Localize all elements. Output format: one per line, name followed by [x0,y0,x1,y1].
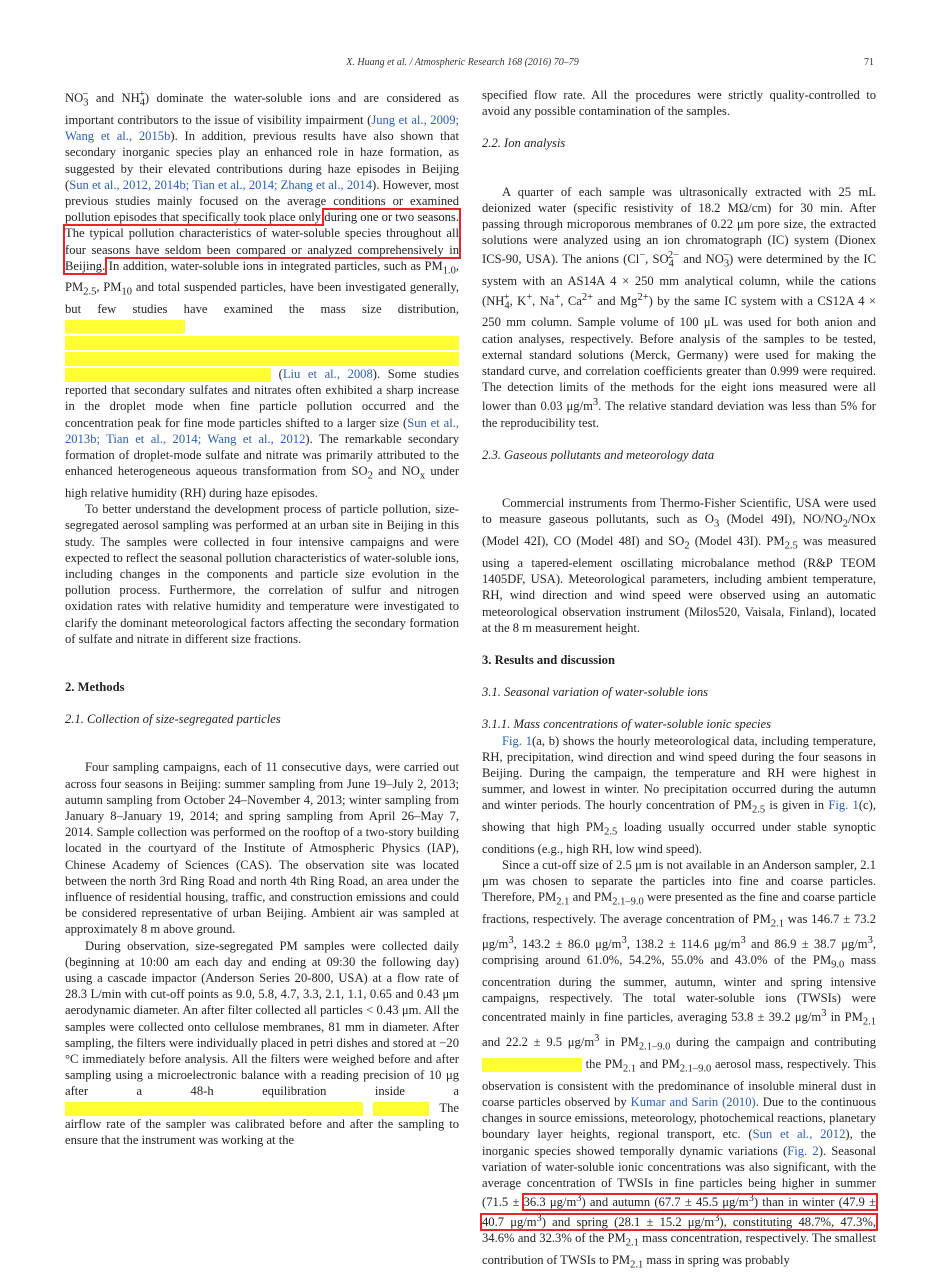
section-heading-methods: 2. Methods [65,679,125,694]
methods-paragraph-1: Four sampling campaigns, each of 11 consecutive days, were carried out across four seasons in Beijing: summer sampling from June 19–July 2, 2013; autumn sampling from October 24–November 4, 2013; winter sampling from January 8–January 19, 2014; and spring sampling from April 26–May 7, 2014. Sample collection was performed on the rooftop of a two-story building located in the courtyard of the Institute of Atmospheric Physics (IAP), Chinese Academy of Sciences (CAS). The observation site was located between the north 3rd Ring Road and north 4th Ring Road, an area under the influence of residential housing, traffic, and construction emissions and could be considered representative of urban Beijing. Ambient air was sampled at approximately 8 m above ground. [65,760,459,937]
methods-paragraph-2: During observation, size-segregated PM samples were collected daily (beginning at 10:00 am each day and ending at 09:30 the following day) using a cascade impactor (Anderson Series 20-800, USA) at a flow rate of 28.3 L/min with cut-off points as 9.0, 5.8, 4.7, 3.3, 2.1, 1.1, 0.65 and 0.43 μm aerodynamic diameter. An after filter collected all particles < 0.43 μm. All the samples were collected onto cellulose membranes, 81 mm in diameter. After sampling, the filters were individually placed in petri dishes and stored at −20 °C immediately before analysis. All the filters were weighed before and after sampling using a microelectronic balance with a reading precision of 10 μg after a 48-h equilibration inside a The airflow rate of the sampler was calibrated before and after the sampling to ensure that the instrument was working at the [65,938,459,1148]
highlight-redaction [373,1102,429,1116]
figure-link[interactable]: Fig. 2 [787,1143,819,1158]
right-column [482,87,876,1274]
section-heading-results: 3. Results and discussion [482,652,615,667]
subsection-heading-2-2: 2.2. Ion analysis [482,136,566,151]
left-column [65,87,459,1148]
red-box-annotation: 36.3 $\mu g/m^3$) and autumn (67.7 ± 45.5 $\mu g/m^3$) than in winter (47.9 ± 40.7 $\mu g/m^3$) and spring (28.1 ± 15.2 $\mu g/m^3$), constituting 48.7%, 47.3%, [482,1193,877,1229]
highlight-redaction [65,1102,363,1116]
figure-link[interactable]: Fig. 1 [502,733,533,748]
highlight-redaction [65,320,185,333]
subsection-heading-3-1-1: 3.1.1. Mass concentrations of water-soluble ionic species [482,717,772,732]
citation-link[interactable]: Liu et al., 2008 [282,366,373,381]
citation-link[interactable]: Sun et al., 2012, 2014b; Tian et al., 2014; Zhang et al., 2014 [69,177,373,192]
citation-link[interactable]: Kumar and Sarin (2010) [630,1095,756,1110]
subsection-heading-2-1: 2.1. Collection of size-segregated particles [65,712,281,727]
citation-link[interactable]: Jung et al., 2009; Wang et al., 2015b [65,112,459,144]
results-paragraph-1: Fig. 1(a, b) shows the hourly meteorological data, including temperature, RH, precipitation, wind direction and wind speed during the four seasons in Beijing. During the campaign, the temperature and RH were highest in summer, and lowest in winter. No precipitation occurred during the autumn and winter periods. The hourly concentration of $PM_{2.5}$ is given in Fig. 1(c), showing that high $PM_{2.5}$ loading usually occurred under stable synoptic conditions (e.g., high RH, low wind speed). [482,733,876,856]
page-number: 71 [864,57,874,68]
intro-paragraph-2: To better understand the development process of particle pollution, size-segregated aerosol sampling was performed at an urban site in Beijing in this study. The samples were collected in four intensive campaigns and were expected to reflect the seasonal pollution characteristics of water-soluble ions, including changes in the components and particle size evolution in the pollution process. Furthermore, the correlation of sulfur and nitrogen oxidation rates with relative humidity and temperature were investigated to clarify the dominant meteorological factors affecting the secondary formation of sulfate and nitrate in different size fractions. [65,502,459,646]
subsection-heading-2-3: 2.3. Gaseous pollutants and meteorology data [482,448,715,463]
subsection-heading-3-1: 3.1. Seasonal variation of water-soluble ions [482,685,709,700]
page-header [0,57,925,71]
highlight-redaction [65,368,271,382]
methods-paragraph-3: specified flow rate. All the procedures were strictly quality-controlled to avoid any possible contamination of the samples. [482,88,876,119]
highlight-redaction [65,352,459,366]
highlight-redaction [65,336,459,350]
results-paragraph-2: Since a cut-off size of 2.5 μm is not available in an Anderson sampler, 2.1 μm was chosen to separate the particles into fine and coarse particles. Therefore, $PM_{2.1}$ and $PM_{2.1-9.0}$ were presented as the fine and coarse particle fractions, respectively. The average concentration of $PM_{2.1}$ was 146.7 ± 73.2 $\mu g/m^3$, 143.2 ± 86.0 $\mu g/m^3$, 138.2 ± 114.6 $\mu g/m^3$ and 86.9 ± 38.7 $\mu g/m^3$, comprising around 61.0%, 54.2%, 55.0% and 43.0% of the $PM_{9.0}$ mass concentration during the summer, autumn, winter and spring intensive campaigns, respectively. The total water-soluble ions (TWSIs) were concentrated mainly in fine particles, averaging 53.8 ± 39.2 $\mu g/m^3$ in $PM_{2.1}$ and 22.2 ± 9.5 $\mu g/m^3$ in $PM_{2.1-9.0}$ during the campaign and contributing the $PM_{2.1}$ and $PM_{2.1-9.0}$ aerosol mass, respectively. This observation is consistent with the predominance of insoluble mineral dust in coarse particles observed by Kumar and Sarin (2010). Due to the continuous changes in source emissions, meteorology, photochemical reactions, planetary boundary layer heights, regional transport, etc. (Sun et al., 2012), the inorganic species showed temporally dynamic variations (Fig. 2). Seasonal variation of water-soluble ionic concentrations was also significant, with the average concentration of TWSIs in fine particles being higher in summer (71.5 ± 36.3 $\mu g/m^3$) and autumn (67.7 ± 45.5 $\mu g/m^3$) than in winter (47.9 ± 40.7 $\mu g/m^3$) and spring (28.1 ± 15.2 $\mu g/m^3$), constituting 48.7%, 47.3%, 34.6% and 32.3% of the $PM_{2.1}$ mass concentration, respectively. The smallest contribution of TWSIs to $PM_{2.1}$ mass in spring was probably [482,857,877,1271]
intro-paragraph-1: $NO_3^-$ and $NH_4^+$) dominate the water-soluble ions and are considered as important contributors to the issue of visibility impairment (Jung et al., 2009; Wang et al., 2015b). In addition, previous results have also shown that secondary inorganic species play an enhanced role in haze formation, as suggested by their elevated contributions during haze episodes in Beijing (Sun et al., 2012, 2014b; Tian et al., 2014; Zhang et al., 2014). However, most previous studies mainly focused on the average conditions or examined pollution episodes that specifically took place only during one or two seasons. The typical pollution characteristics of water-soluble species throughout all four seasons have seldom been compared or analyzed comprehensively in Beijing. In addition, water-soluble ions in integrated particles, such as $PM_{1.0}$, $PM_{2.5}$, $PM_{10}$ and total suspended particles, have been investigated generally, but few studies have examined the mass size distribution, (Liu et al., 2008). Some studies reported that secondary sulfates and nitrates often exhibited a sharp increase in the droplet mode when fine particle pollution occurred and the concentration peak for fine mode particles shifted to a larger size (Sun et al., 2013b; Tian et al., 2014; Wang et al., 2012). The remarkable secondary formation of droplet-mode sulfate and nitrate was primarily attributed to the enhanced heterogeneous aqueous transformation from $SO_2$ and $NO_x$ under high relative humidity (RH) during haze episodes. [65,89,460,500]
ion-analysis-paragraph: A quarter of each sample was ultrasonically extracted with 25 mL deionized water (specific resistivity of 18.2 MΩ/cm) for 30 min. After passing through microporous membranes of 0.22 μm pore size, the extracted solutions were analyzed using an ion chromatograph (IC) system (Dionex ICS-90, USA). The anions (Cl−, $SO_4^{2-}$ and $NO_3^-$) were determined by the IC system with an AS14A 4 × 250 mm analytical column, while the cations ($NH_4^+$, K+, Na+, $Ca^{2+}$ and $Mg^{2+}$) by the same IC system with a CS12A 4 × 250 mm column. Sample volume of 100 μL was used for both anion and cation analyses, respectively. Before analysis of the samples to be tested, external standard solutions (Merck, Germany) were used for making the standard curve, and correlation coefficients greater than 0.999 were required. The detection limits of the methods for the eight ions measured were all lower than 0.03 $\mu g/m^3$. The relative standard deviation was less than 5% for the reproducibility test. [482,184,876,430]
running-head: X. Huang et al. / Atmospheric Research 168 (2016) 70–79 [346,57,579,68]
highlight-redaction [482,1058,582,1072]
citation-link[interactable]: Sun et al., 2012 [752,1127,846,1142]
figure-link[interactable]: Fig. 1 [828,798,859,813]
citation-link[interactable]: Sun et al., 2013b; Tian et al., 2014; Wang et al., 2012 [65,415,459,446]
gaseous-pollutants-paragraph: Commercial instruments from Thermo-Fisher Scientific, USA were used to measure gaseous pollutants, such as $O_3$ (Model 49I), $NO/NO_2$/NOx (Model 42I), CO (Model 48I) and $SO_2$ (Model 43I). $PM_{2.5}$ was measured using a tapered-element oscillating microbalance method (R&P TEOM 1405DF, USA). Meteorological parameters, including ambient temperature, RH, wind direction and wind speed were observed using an automatic meteorological observation instrument (Milos520, Vaisala, Finland), located at the 8 m measurement height. [482,496,876,635]
red-box-annotation: during one or two seasons. The typical pollution characteristics of water-soluble species throughout all four seasons have seldom been compared or analyzed comprehensively in Beijing. [65,210,459,273]
